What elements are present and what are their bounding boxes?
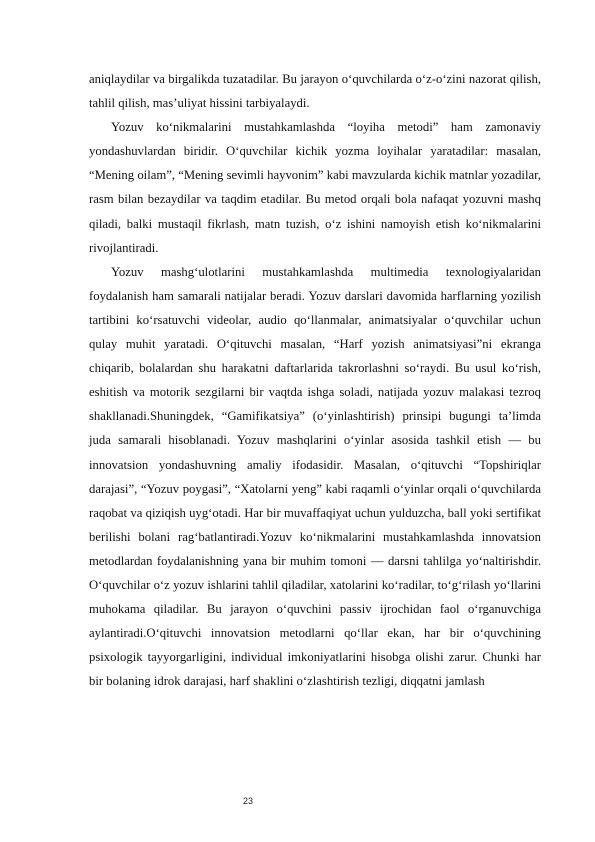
paragraph-multimedia: Yozuv mashg‘ulotlarini mustahkamlashda multimedia texnologiyalaridan foydalanish ham samarali natijalar beradi. Yozuv darslari davomida harflarning yozilish tartibini ko‘rsatuvchi videolar, audio qo‘llanmalar, animatsiyalar o‘quvchilar uchun qulay muhit yaratadi. O‘qituvchi masalan, “Harf yozish animatsiyasi”ni ekranga chiqarib, bolalardan shu harakatni daftarlarida takrorlashni so‘raydi. Bu usul ko‘rish, eshitish va motorik sezgilarni bir vaqtda ishga soladi, natijada yozuv malakasi tezroq shakllanadi.Shuningdek, “Gamifikatsiya” (o‘yinlashtirish) prinsipi bugungi ta’limda juda samarali hisoblanadi. Yozuv mashqlarini o‘yinlar asosida tashkil etish — bu innovatsion yondashuvning amaliy ifodasidir. Masalan, o‘qituvchi “Topshiriqlar darajasi”, “Yozuv poygasi”, “Xatolarni yeng” kabi raqamli o‘yinlar orqali o‘quvchilarda raqobat va qiziqish uyg‘otadi. Har bir muvaffaqiyat uchun yulduzcha, ball yoki sertifikat berilishi bolani rag‘batlantiradi.Yozuv ko‘nikmalarini mustahkamlashda innovatsion metodlardan foydalanishning yana bir muhim tomoni — darsni tahlilga yo‘naltirishdir. O‘quvchilar o‘z yozuv ishlarini tahlil qiladilar, xatolarini ko‘radilar, to‘g‘rilash yo‘llarini muhokama qiladilar. Bu jarayon o‘quvchini passiv ijrochidan faol o‘rganuvchiga aylantiradi.O‘qituvchi innovatsion metodlarni qo‘llar ekan, har bir o‘quvchining psixologik tayyorgarligini, individual imkoniyatlarini hisobga olishi zarur. Chunki har bir bolaning idrok darajasi, harf shaklini o‘zlashtirish tezligi, diqqatni jamlash [89, 264, 541, 689]
body-text [89, 67, 541, 693]
paragraph-continuation: aniqlaydilar va birgalikda tuzatadilar. Bu jarayon o‘quvchilarda o‘z-o‘zini nazorat qilish, tahlil qilish, mas’uliyat hissini tarbiyalaydi. [89, 72, 541, 111]
page-number: 23 [243, 796, 254, 806]
paragraph-project-method: Yozuv ko‘nikmalarini mustahkamlashda “loyiha metodi” ham zamonaviy yondashuvlardan biridir. O‘quvchilar kichik yozma loyihalar yaratadilar: masalan, “Mening oilam”, “Mening sevimli hayvonim” kabi mavzularda kichik matnlar yozadilar, rasm bilan bezaydilar va taqdim etadilar. Bu metod orqali bola nafaqat yozuvni mashq qiladi, balki mustaqil fikrlash, matn tuzish, o‘z ishini namoyish etish ko‘nikmalarini rivojlantiradi. [89, 120, 541, 255]
